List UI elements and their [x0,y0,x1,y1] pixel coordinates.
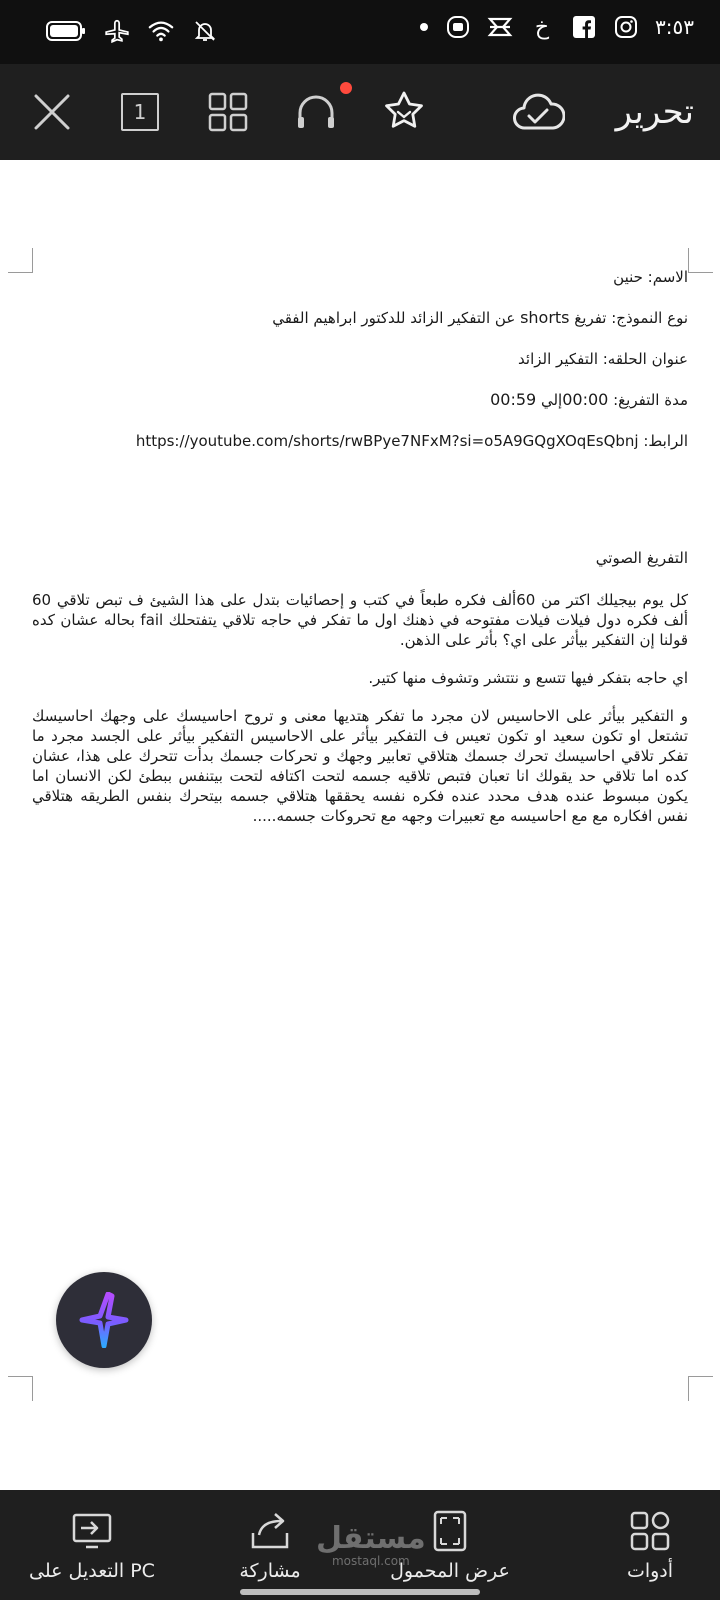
premium-button[interactable] [380,88,428,136]
capcut-icon [487,14,513,40]
tools-button[interactable] [596,1490,704,1600]
share-label: مشاركة [239,1560,301,1582]
name-line: الاسم: حنين [613,268,688,286]
pc-edit-icon [71,1511,113,1551]
page-count-icon [121,93,159,131]
edit-button[interactable]: تحرير [615,92,694,132]
pc-edit-button[interactable] [18,1490,166,1600]
mobile-view-label: عرض المحمول [390,1560,510,1582]
wifi-icon [148,18,174,44]
status-right-icons [419,14,694,40]
ai-assistant-button[interactable] [56,1272,152,1368]
document-toolbar [0,64,720,160]
page-corner-mark [688,1376,713,1401]
facebook-icon [571,14,597,40]
duration-start: 00:00 [562,390,609,409]
mobile-view-icon [433,1510,467,1552]
transcript-paragraph: و التفكير بيأثر على الاحاسيس لان مجرد ما تفكر هتديها معنى و تروح احاسيسك على وجهك احاسيسك تشتعل او تكون سعيد او تكون تعيس ف التفكير بيأثر على الاحاسيس التفكير بيأثر على الجسد مجرد ما تفكر تلاقي احاسيسك تحرك جسمك هتلاقي تعابير وجهك و تحركات جسمك بدأت تتحرك على هذا، عشان كده اما تلاقي حد يقولك انا تعبان فتبص تلاقيه جسمه لتحت اكتافه لتحت بيتنفس ببطئ لكن الانسان اما يكون مبسوط عنده هدف محدد عنده فكره نفسه يحققها هتلاقي جسمه بيتحرك بنفس الطريقه هتلاقي نفس افكاره مع مع احاسيسه مع تعبيرات وجهه مع تحروكات جسمه..... [32,707,688,825]
page-count-number: 1 [133,100,147,124]
duration-label: مدة التفريغ: [608,391,688,409]
transcript-paragraph: كل يوم بيجيلك اكتر من 60ألف فكره طبعاً في كتب و إحصائيات بتدل على هذا الشيئ ف تبص تلاقي 60 ألف فكره دول فيلات فيلات مفتوحه في ذهنك اول ما تفكر في حاجه تلاقي يتفتحلك fail بحاله عشان كده قولنا إن التفكير بيأثر على اي؟ بأثر على الذهن. [32,591,688,649]
spacer [32,473,688,549]
status-left-icons [46,18,218,44]
share-icon [249,1511,291,1551]
status-time: ٣:٥٣ [655,15,694,39]
type-line-label: نوع النموذج: تفريغ [569,309,688,327]
document-page [32,268,688,840]
tools-grid-icon [630,1511,670,1551]
duration-middle: إلي [536,391,563,409]
link-label: الرابط: [638,432,688,450]
cloud-check-icon [511,90,565,134]
type-line [32,309,688,327]
airplane-mode-icon [104,18,130,44]
pc-edit-label: التعديل على PC [29,1560,155,1582]
duration-end: 00:59 [490,390,537,409]
premium-star-icon [382,90,426,134]
app-icon [445,14,471,40]
bell-off-icon [192,18,218,44]
page-corner-mark [688,248,713,273]
video-link[interactable]: https://youtube.com/shorts/rwBPye7NFxM?si=o5A9GQgXOqEsQbnj [135,432,639,450]
status-bar [0,0,720,64]
page-count-button[interactable] [116,88,164,136]
home-indicator[interactable] [240,1589,480,1595]
link-line [32,432,688,450]
share-button[interactable] [224,1490,316,1600]
transcript-heading: التفريغ الصوتي [595,549,688,567]
episode-line: عنوان الحلقه: التفكير الزائد [518,350,688,368]
page-corner-mark [8,248,33,273]
tools-label: أدوات [626,1560,674,1582]
instagram-icon [613,14,639,40]
headphones-icon [295,91,337,133]
close-icon [30,90,74,134]
read-aloud-button[interactable] [292,88,340,136]
watermark [316,1521,426,1568]
watermark-arabic: مستقل [316,1521,426,1556]
cloud-save-button[interactable] [508,88,568,136]
text-icon: خ [534,14,550,40]
type-line-rest: عن التفكير الزائد للدكتور ابراهيم الفقي [272,309,521,327]
page-corner-mark [8,1376,33,1401]
battery-icon [46,18,86,44]
duration-line [32,391,688,409]
dot-icon [419,14,429,40]
transcript-paragraph: اي حاجه بتفكر فيها تتسع و نتتشر وتشوف منها كتير. [368,669,688,687]
grid-view-button[interactable] [204,88,252,136]
type-line-keyword: shorts [520,308,570,327]
sparkle-icon [78,1292,130,1348]
watermark-latin: mostaql.com [331,1554,410,1568]
grid-icon [208,92,248,132]
notification-dot [340,82,352,94]
close-button[interactable] [28,88,76,136]
